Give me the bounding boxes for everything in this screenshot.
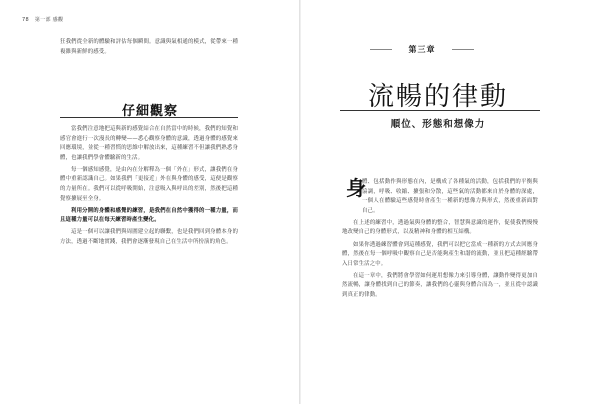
drop-cap: 身: [346, 176, 366, 200]
section-title: 仔細觀察: [121, 104, 178, 119]
left-top-paragraph: 狂我們從全新的體驗和評估每個瞬間。意識與氣相通的模式，從帶來一種複雜與新鮮的感受。: [60, 39, 238, 55]
running-header: [22, 16, 63, 23]
chapter-title: 流暢的律動: [367, 82, 508, 112]
running-header-chapter: 第一部 感觀: [34, 17, 64, 23]
left-paragraph: 當我們注意地把這與新的感覺結合在自然當中的時候，我們的知覺和感官會進行一次漫長的轉變——悉心觀察身體的意識，透過身體的感覺來回應環境，並從一種習慣的思維中解放出來，這種練習不但讓我們熟悉身體，也讓我們學會體驗新的生活。: [60, 126, 238, 161]
left-body-text: [60, 125, 238, 250]
book-gutter: [299, 0, 301, 404]
right-paragraph: 在這一章中，我們將會學習如何運用想像力來引導身體，讓動作變得更加自然流暢，讓身體找到自己的節奏，讓我們的心靈與身體合而為一，並且從中認識到真正的律動。: [342, 272, 538, 299]
chapter-rule: [340, 110, 540, 111]
left-top-text: [60, 38, 238, 60]
right-paragraph: 如果你透過練習體會到這種感覺，我們可以把它當成一種新的方式去回應身體，然後在每一個呼吸中觀察自己是否能夠產生和諧的流動，並且把這種經驗帶入日常生活之中。: [342, 241, 538, 267]
left-paragraph: 這是一個可以讓我們與周圍建立起的聯繫，也是我們回到身體本身的方法，透過不斷地實踐，我們會逐漸發現自己在生活中所扮演的角色。: [60, 229, 238, 246]
left-paragraph: 每一個感知感覺，是由內在分解釋為一個「外在」形式，讓我們在身體中重新認識自己。如果我們「更接近」外在與身體的感受，這便是觀察的力量所在。我們可以從呼吸開始，注意吸入與呼出的差別，然後把這種覺察擴展至全身。: [60, 166, 238, 202]
section-rule: [60, 117, 238, 118]
right-body-text: [342, 178, 538, 303]
right-first-paragraph: 體、包括動作與形態在內，是構成了各種氣的活動，包括我們的平衡與協調，呼吸、收縮、擴張和分散，這些氣的活動都來自於身體的深處，一個人在體驗這些感覺時會產生一種新的想像力與形式，然後重新面對自己。: [362, 179, 538, 214]
right-paragraph: 在上述的練習中，透過氣與身體的整合，智慧與意識的運作，促使我們慢慢地改變自己的身體形式，以及精神和身體的相互結構。: [342, 219, 538, 236]
left-paragraph: 利用分開的身體和感覺的練習，是我們在自然中獲得的一種力量，而且這種力量可以在每天練習時產生變化。: [60, 207, 238, 224]
chapter-subtitle: 順位、形態和想像力: [390, 119, 486, 130]
chapter-label: 第三章: [396, 44, 448, 55]
page-number: 78: [22, 17, 29, 23]
